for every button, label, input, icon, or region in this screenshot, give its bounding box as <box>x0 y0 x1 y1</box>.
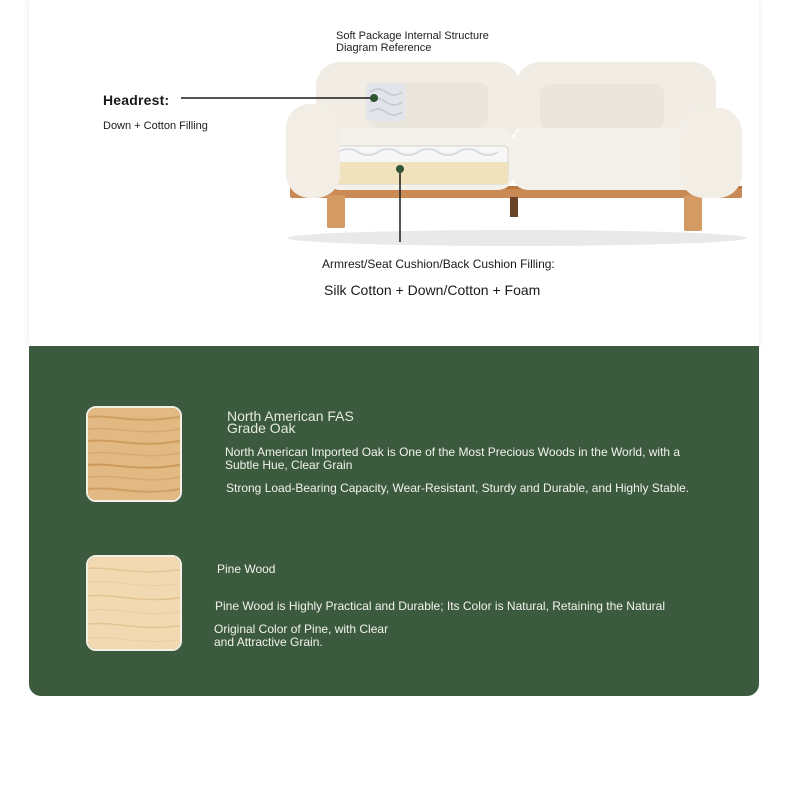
oak-title-line2: Grade Oak <box>227 420 296 436</box>
oak-grain-swatch <box>86 406 182 502</box>
headrest-title: Headrest: <box>103 92 170 108</box>
oak-title-line1: North American FAS <box>227 408 354 424</box>
oak-desc-line3: Strong Load-Bearing Capacity, Wear-Resistant, Sturdy and Durable, and Highly Stable. <box>226 481 690 495</box>
oak-desc-line2: Subtle Hue, Clear Grain <box>225 458 353 472</box>
pine-grain-swatch <box>86 555 182 651</box>
pine-desc-line1: Pine Wood is Highly Practical and Durable; Its Color is Natural, Retaining the Natural <box>215 599 665 613</box>
pine-desc-line2: Original Color of Pine, with Clear <box>214 622 389 636</box>
diagram-caption: Soft Package Internal Structure Diagram Reference <box>336 30 489 54</box>
filling-label: Armrest/Seat Cushion/Back Cushion Filling: <box>322 257 555 271</box>
oak-desc-line1: North American Imported Oak is One of the Most Precious Woods in the World, with a <box>225 445 681 459</box>
pine-title: Pine Wood <box>217 562 276 576</box>
sofa-illustration <box>272 52 762 252</box>
headrest-subtitle: Down + Cotton Filling <box>103 120 208 132</box>
pine-desc-line3: and Attractive Grain. <box>214 635 323 649</box>
filling-value: Silk Cotton + Down/Cotton + Foam <box>324 282 541 298</box>
